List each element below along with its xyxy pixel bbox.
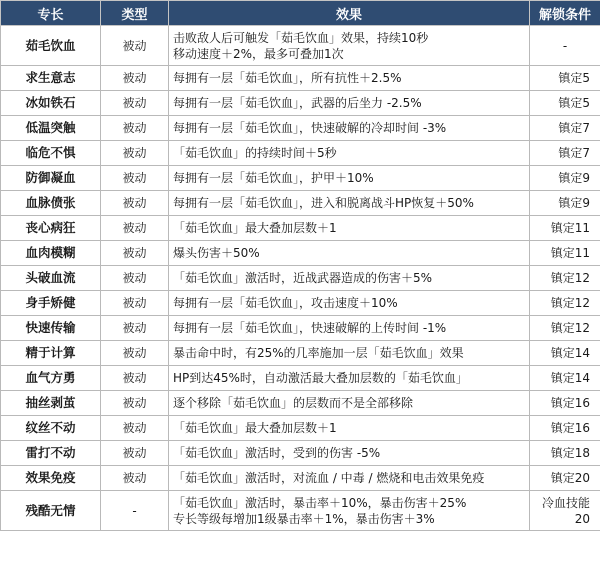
skill-type: 被动	[101, 391, 169, 416]
unlock-condition: 镇定12	[530, 291, 600, 316]
skill-name: 身手矫健	[1, 291, 101, 316]
effect-line: 每拥有一层「茹毛饮血」，攻击速度＋10%	[173, 296, 398, 310]
skill-effect	[169, 66, 530, 91]
table-row	[1, 366, 600, 391]
skill-type: 被动	[101, 241, 169, 266]
skill-name: 精于计算	[1, 341, 101, 366]
skill-name: 防御凝血	[1, 166, 101, 191]
effect-line: 「茹毛饮血」最大叠加层数＋1	[173, 421, 337, 435]
skill-name: 茹毛饮血	[1, 26, 101, 66]
table-row	[1, 441, 600, 466]
skill-type: 被动	[101, 316, 169, 341]
skill-effect	[169, 366, 530, 391]
effect-line: 「茹毛饮血」激活时，受到的伤害 -5%	[173, 446, 381, 460]
skill-name: 抽丝剥茧	[1, 391, 101, 416]
unlock-condition: 镇定12	[530, 266, 600, 291]
effect-line: 「茹毛饮血」激活时，暴击率＋10%，暴击伤害＋25%	[173, 495, 467, 510]
skill-type: 被动	[101, 91, 169, 116]
unlock-condition: 镇定11	[530, 241, 600, 266]
unlock-condition: 镇定16	[530, 416, 600, 441]
skill-name: 雷打不动	[1, 441, 101, 466]
skill-type: 被动	[101, 441, 169, 466]
unlock-condition: 镇定9	[530, 191, 600, 216]
skill-type: 被动	[101, 191, 169, 216]
header-unlock: 解锁条件	[530, 1, 600, 26]
skill-name: 纹丝不动	[1, 416, 101, 441]
effect-line: 移动速度＋2%，最多可叠加1次	[173, 46, 344, 61]
effect-line: 专长等级每增加1级暴击率＋1%，暴击伤害＋3%	[173, 511, 435, 526]
effect-line: 「茹毛饮血」最大叠加层数＋1	[173, 221, 337, 235]
header-type: 类型	[101, 1, 169, 26]
effect-line: 爆头伤害＋50%	[173, 246, 260, 260]
skill-effect	[169, 491, 530, 531]
skill-name: 血肉模糊	[1, 241, 101, 266]
table-row	[1, 241, 600, 266]
skill-name: 血脉偾张	[1, 191, 101, 216]
table-row	[1, 91, 600, 116]
header-row	[1, 1, 600, 26]
skill-effect	[169, 141, 530, 166]
skill-type: -	[101, 491, 169, 531]
unlock-condition: 镇定20	[530, 466, 600, 491]
unlock-condition: 镇定9	[530, 166, 600, 191]
effect-line: 「茹毛饮血」激活时，近战武器造成的伤害＋5%	[173, 271, 433, 285]
header-effect: 效果	[169, 1, 530, 26]
unlock-condition: 镇定16	[530, 391, 600, 416]
effect-line: 击败敌人后可触发「茹毛饮血」效果，持续10秒	[173, 30, 429, 45]
skill-effect	[169, 466, 530, 491]
skill-effect	[169, 166, 530, 191]
effect-line: 「茹毛饮血」的持续时间＋5秒	[173, 146, 337, 160]
skill-effect	[169, 191, 530, 216]
unlock-condition: 镇定14	[530, 366, 600, 391]
skill-type: 被动	[101, 26, 169, 66]
effect-line: 每拥有一层「茹毛饮血」，武器的后坐力 -2.5%	[173, 96, 422, 110]
table-row	[1, 66, 600, 91]
skill-name: 效果免疫	[1, 466, 101, 491]
skill-name: 求生意志	[1, 66, 101, 91]
unlock-condition: 镇定12	[530, 316, 600, 341]
skill-effect	[169, 441, 530, 466]
table-row	[1, 166, 600, 191]
table-row	[1, 191, 600, 216]
unlock-condition: 镇定11	[530, 216, 600, 241]
unlock-condition: 镇定5	[530, 66, 600, 91]
table-row	[1, 216, 600, 241]
skill-type: 被动	[101, 341, 169, 366]
table-row	[1, 341, 600, 366]
unlock-condition: 冷血技能20	[530, 491, 600, 531]
effect-line: 「茹毛饮血」激活时，对流血 / 中毒 / 燃烧和电击效果免疫	[173, 471, 485, 485]
header-skill: 专长	[1, 1, 101, 26]
table-row	[1, 391, 600, 416]
skill-type: 被动	[101, 416, 169, 441]
table-row	[1, 266, 600, 291]
skill-name: 头破血流	[1, 266, 101, 291]
skill-effect	[169, 26, 530, 66]
skill-name: 快速传输	[1, 316, 101, 341]
unlock-condition: 镇定5	[530, 91, 600, 116]
skill-type: 被动	[101, 366, 169, 391]
skill-effect	[169, 91, 530, 116]
effect-line: 逐个移除「茹毛饮血」的层数而不是全部移除	[173, 396, 414, 410]
effect-line: 暴击命中时，有25%的几率施加一层「茹毛饮血」效果	[173, 346, 464, 360]
unlock-condition: 镇定7	[530, 116, 600, 141]
effect-line: 每拥有一层「茹毛饮血」，快速破解的上传时间 -1%	[173, 321, 447, 335]
table-row	[1, 466, 600, 491]
skill-name: 临危不惧	[1, 141, 101, 166]
skill-effect	[169, 216, 530, 241]
skill-effect	[169, 316, 530, 341]
skill-type: 被动	[101, 66, 169, 91]
unlock-condition: 镇定18	[530, 441, 600, 466]
skill-effect	[169, 416, 530, 441]
skill-type: 被动	[101, 116, 169, 141]
table-row	[1, 316, 600, 341]
skill-effect	[169, 391, 530, 416]
table-row	[1, 116, 600, 141]
skill-effect	[169, 291, 530, 316]
table-row	[1, 141, 600, 166]
skill-type: 被动	[101, 216, 169, 241]
unlock-condition: -	[530, 26, 600, 66]
effect-line: 每拥有一层「茹毛饮血」，所有抗性＋2.5%	[173, 71, 402, 85]
effect-line: 每拥有一层「茹毛饮血」，快速破解的冷却时间 -3%	[173, 121, 447, 135]
skill-name: 冰如铁石	[1, 91, 101, 116]
skill-effect	[169, 116, 530, 141]
table-body	[1, 26, 600, 531]
skill-effect	[169, 266, 530, 291]
skill-type: 被动	[101, 466, 169, 491]
skill-type: 被动	[101, 291, 169, 316]
skill-name: 低温突触	[1, 116, 101, 141]
table-row	[1, 26, 600, 66]
effect-line: HP到达45%时，自动激活最大叠加层数的「茹毛饮血」	[173, 371, 468, 385]
skill-type: 被动	[101, 141, 169, 166]
skill-effect	[169, 341, 530, 366]
unlock-condition: 镇定14	[530, 341, 600, 366]
skill-effect	[169, 241, 530, 266]
table-row	[1, 291, 600, 316]
skill-type: 被动	[101, 266, 169, 291]
table-row	[1, 491, 600, 531]
skill-name: 残酷无情	[1, 491, 101, 531]
table-row	[1, 416, 600, 441]
effect-line: 每拥有一层「茹毛饮血」，护甲＋10%	[173, 171, 374, 185]
skill-name: 丧心病狂	[1, 216, 101, 241]
skill-type: 被动	[101, 166, 169, 191]
skill-name: 血气方勇	[1, 366, 101, 391]
effect-line: 每拥有一层「茹毛饮血」，进入和脱离战斗HP恢复＋50%	[173, 196, 474, 210]
unlock-condition: 镇定7	[530, 141, 600, 166]
